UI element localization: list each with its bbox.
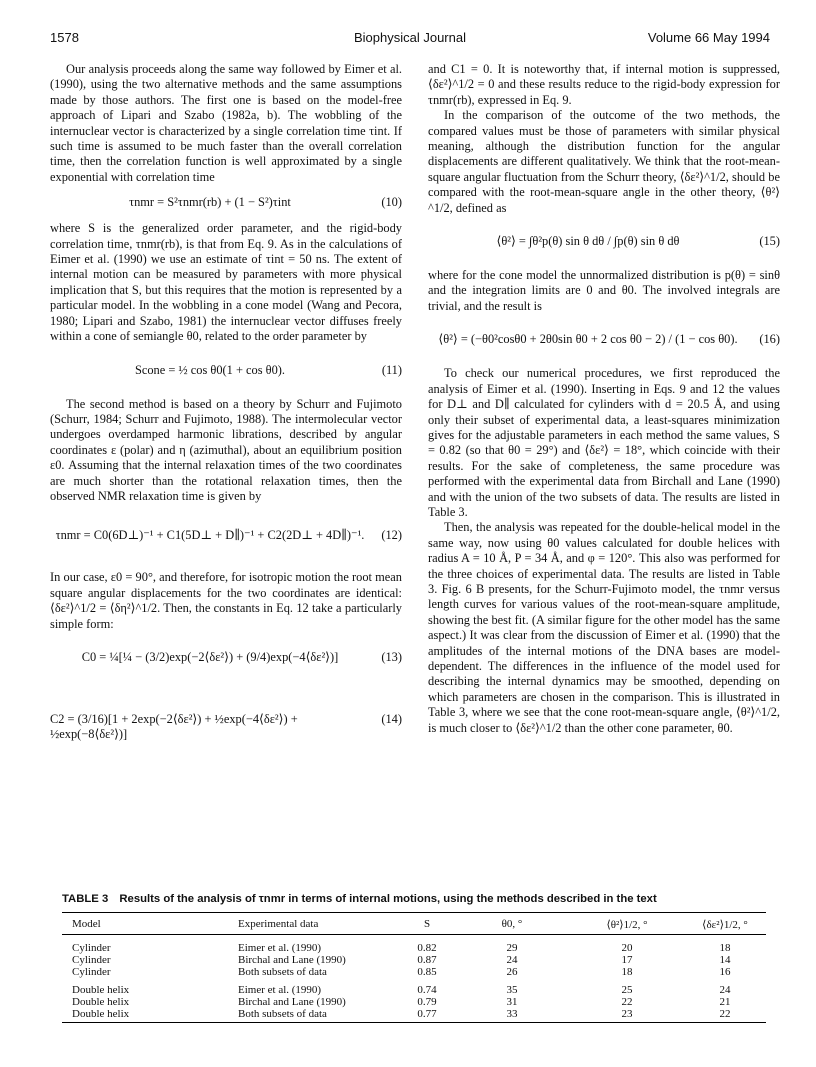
- table-row: [62, 984, 766, 996]
- header-cell: Experimental data: [238, 918, 319, 930]
- equation-expression: Scone = ½ cos θ0(1 + cos θ0).: [134, 362, 286, 377]
- paragraph: The second method is based on a theory by Schurr and Fujimoto (Schurr, 1984; Schurr and Fujimoto, 1988). The intermolecular vector undergoes overdamped harmonic librations, described by angular coordinates ε (polar) and η (azimuthal), about an equilibrium position ε0. Assuming that the internal relaxation times of the two coordinates are much shorter than the rotational relaxation times, then the observed NMR relaxation time is given by: [50, 396, 402, 503]
- table-cell: 23: [621, 1008, 633, 1020]
- table-cell: 25: [621, 984, 633, 996]
- equation-number: (11): [381, 362, 402, 377]
- journal-name: Biophysical Journal: [353, 30, 466, 45]
- table-cell: 29: [506, 942, 518, 954]
- header-cell: θ0, °: [501, 918, 523, 930]
- equation-number: (12): [381, 528, 402, 543]
- equation-12: [50, 510, 402, 564]
- table-bottom-rule: [62, 1022, 766, 1023]
- table-row: [62, 966, 766, 978]
- table-cell: 21: [719, 996, 731, 1008]
- equation-16: [428, 320, 780, 360]
- equation-number: (15): [759, 234, 780, 249]
- table-cell: 24: [719, 984, 731, 996]
- table-caption: [62, 893, 762, 905]
- equation-expression: τnmr = S²τnmr(rb) + (1 − S²)τint: [129, 195, 291, 210]
- page-number: 1578: [50, 30, 79, 45]
- table-cell: Cylinder: [72, 966, 111, 978]
- table-cell: 0.85: [417, 966, 437, 978]
- paragraph: Our analysis proceeds along the same way followed by Eimer et al. (1990), using the two alternative methods and the same assumptions made by those authors. The first one is based on the model-free approach of Lipari and Szabo (1982a, b). The wobbling of the internuclear vector is characterized by a single correlation time τint. If such time is assumed to be much faster than the overall correlation time, then the correlation function is well approximated by a single exponential with correlation time: [50, 62, 402, 184]
- table-cell: Double helix: [72, 996, 130, 1008]
- table-cell: 0.87: [417, 954, 437, 966]
- table-cell: 17: [621, 954, 633, 966]
- table-cell: 18: [621, 966, 633, 978]
- table-cell: Cylinder: [72, 954, 111, 966]
- table-row: [62, 954, 766, 966]
- table-cell: 20: [621, 942, 633, 954]
- table-cell: Cylinder: [72, 942, 111, 954]
- table-caption-text: Results of the analysis of τnmr in terms of internal motions, using the methods described in the text: [119, 893, 657, 905]
- table-header-rule: [62, 934, 766, 935]
- equation-13: [50, 638, 402, 678]
- table-row: [62, 1008, 766, 1020]
- table-cell: 0.82: [417, 942, 437, 954]
- table-cell: Eimer et al. (1990): [238, 942, 322, 954]
- table-cell: 31: [506, 996, 518, 1008]
- table-cell: Birchal and Lane (1990): [238, 954, 346, 966]
- table-cell: 22: [719, 1008, 731, 1020]
- table-cell: Eimer et al. (1990): [238, 984, 322, 996]
- header-cell: S: [423, 918, 431, 930]
- equation-expression: τnmr = C0(6D⊥)⁻¹ + C1(5D⊥ + D∥)⁻¹ + C2(2D⊥ + 4D∥)⁻¹.: [55, 528, 365, 543]
- table-cell: 18: [719, 942, 731, 954]
- table-cell: Both subsets of data: [238, 966, 327, 978]
- table-cell: 22: [621, 996, 633, 1008]
- table-header-row: [62, 918, 766, 930]
- right-column: [428, 62, 780, 736]
- equation-number: (14): [381, 711, 402, 726]
- left-column: [50, 62, 402, 764]
- table-cell: 0.79: [417, 996, 437, 1008]
- equation-number: (16): [759, 332, 780, 347]
- paragraph: In our case, ε0 = 90°, and therefore, for isotropic motion the root mean square angular displacements for the two coordinates are identical: ⟨δε²⟩^1/2 = ⟨δη²⟩^1/2. Then, the constants in Eq. 12 take a particularly simple form:: [50, 570, 402, 631]
- header-cell: Model: [72, 918, 101, 930]
- table-top-rule: [62, 912, 766, 913]
- paragraph: To check our numerical procedures, we first reproduced the analysis of Eimer et al. (1990). Inserting in Eqs. 9 and 12 the values for D⊥ and D∥ calculated for cylinders with d = 20.5 Å, and using only their subset of experimental data, a least-squares minimization gives for the adjustable parameters in each method the same values, S = 0.82 (so that θ0 = 29°) and ⟨δε²⟩ = 18°, which coincide with their results. For the sake of completeness, the same procedure was performed with the experimental data from Birchall and Lane (1990) and with the union of the two subsets of data. The results are listed in Table 3.: [428, 366, 780, 519]
- table-cell: 33: [506, 1008, 518, 1020]
- page-header: [50, 30, 770, 48]
- table-cell: Birchal and Lane (1990): [238, 996, 346, 1008]
- table-cell: 0.77: [417, 1008, 437, 1020]
- table-cell: 26: [506, 966, 518, 978]
- table-row: [62, 942, 766, 954]
- paragraph: where for the cone model the unnormalized distribution is p(θ) = sinθ and the integration limits are 0 and θ0. The involved integrals are trivial, and the result is: [428, 268, 780, 313]
- volume-info: Volume 66 May 1994: [647, 30, 770, 45]
- table-cell: 24: [506, 954, 518, 966]
- equation-15: [428, 222, 780, 262]
- table-cell: Double helix: [72, 984, 130, 996]
- table-cell: 35: [506, 984, 518, 996]
- table-label: TABLE 3: [62, 893, 109, 905]
- table-cell: Both subsets of data: [238, 1008, 327, 1020]
- paragraph: where S is the generalized order parameter, and the rigid-body correlation time, τnmr(rb), is that from Eq. 9. As in the calculations of Eimer et al. (1990) we use an estimate of τint = 50 ns. The extent of internal motion can be measured by parameters with more physical implication that S, but this requires that the motion is represented by a particular model. In the wobbling in a cone model (Wang and Pecora, 1980; Lipari and Szabo, 1981) the internuclear vector diffuses freely within a cone of semiangle θ0, related to the order parameter by: [50, 221, 402, 344]
- equation-expression: C0 = ¼[¼ − (3/2)exp(−2⟨δε²⟩) + (9/4)exp(−4⟨δε²⟩)]: [81, 649, 339, 664]
- equation-14: [50, 684, 402, 758]
- equation-11: [50, 351, 402, 391]
- header-cell: ⟨θ²⟩1/2, °: [606, 919, 648, 931]
- paragraph: Then, the analysis was repeated for the double-helical model in the same way, now using θ0 values calculated for double helices with radius A = 10 Å, P = 34 Å, and φ = 120°. This also was performed for the three choices of experimental data. The results are listed in Table 3. Fig. 6 B presents, for the Schurr-Fujimoto model, the τnmr versus length curves for various values of the root-mean-square amplitude, showing the best fit. (A similar figure for the other model has the same aspect.) It was clear from the discussion of Eimer et al. (1990) that the amplitudes of the internal motions of the DNA bases are model-dependent. The differences in the influence of the model used for describing the internal dynamics may be smoothed, depending on which parameters are chosen in the comparison. This is illustrated in Table 3, where we see that the cone root-mean-square angle, ⟨θ²⟩^1/2, is much closer to ⟨δε²⟩^1/2 than the other cone parameter, θ0.: [428, 520, 780, 735]
- equation-expression: C2 = (3/16)[1 + 2exp(−2⟨δε²⟩) + ½exp(−4⟨δε²⟩) + ½exp(−8⟨δε²⟩)]: [50, 711, 298, 742]
- equation-10: [50, 191, 402, 215]
- table-cell: 14: [719, 954, 731, 966]
- table-cell: Double helix: [72, 1008, 130, 1020]
- table-cell: 0.74: [417, 984, 437, 996]
- equation-number: (10): [381, 195, 402, 210]
- header-cell: ⟨δε²⟩1/2, °: [702, 919, 748, 931]
- paragraph: and C1 = 0. It is noteworthy that, if internal motion is suppressed, ⟨δε²⟩^1/2 = 0 and these results reduce to the rigid-body expression for τnmr(rb), expressed in Eq. 9.: [428, 62, 780, 107]
- table-cell: 16: [719, 966, 731, 978]
- equation-number: (13): [381, 649, 402, 664]
- equation-expression: ⟨θ²⟩ = ∫θ²p(θ) sin θ dθ / ∫p(θ) sin θ dθ: [496, 234, 680, 249]
- table-row: [62, 996, 766, 1008]
- equation-expression: ⟨θ²⟩ = (−θ0²cosθ0 + 2θ0sin θ0 + 2 cos θ0 − 2) / (1 − cos θ0).: [438, 332, 738, 347]
- paragraph: In the comparison of the outcome of the two methods, the compared values must be those of parameters with similar physical meaning, although the distribution function for the angular displacements are different qualitatively. We think that the root-mean-square angular fluctuation from the Schurr theory, ⟨δε²⟩^1/2, should be compared with the root-mean-square angle in the other theory, ⟨θ²⟩^1/2, defined as: [428, 108, 780, 215]
